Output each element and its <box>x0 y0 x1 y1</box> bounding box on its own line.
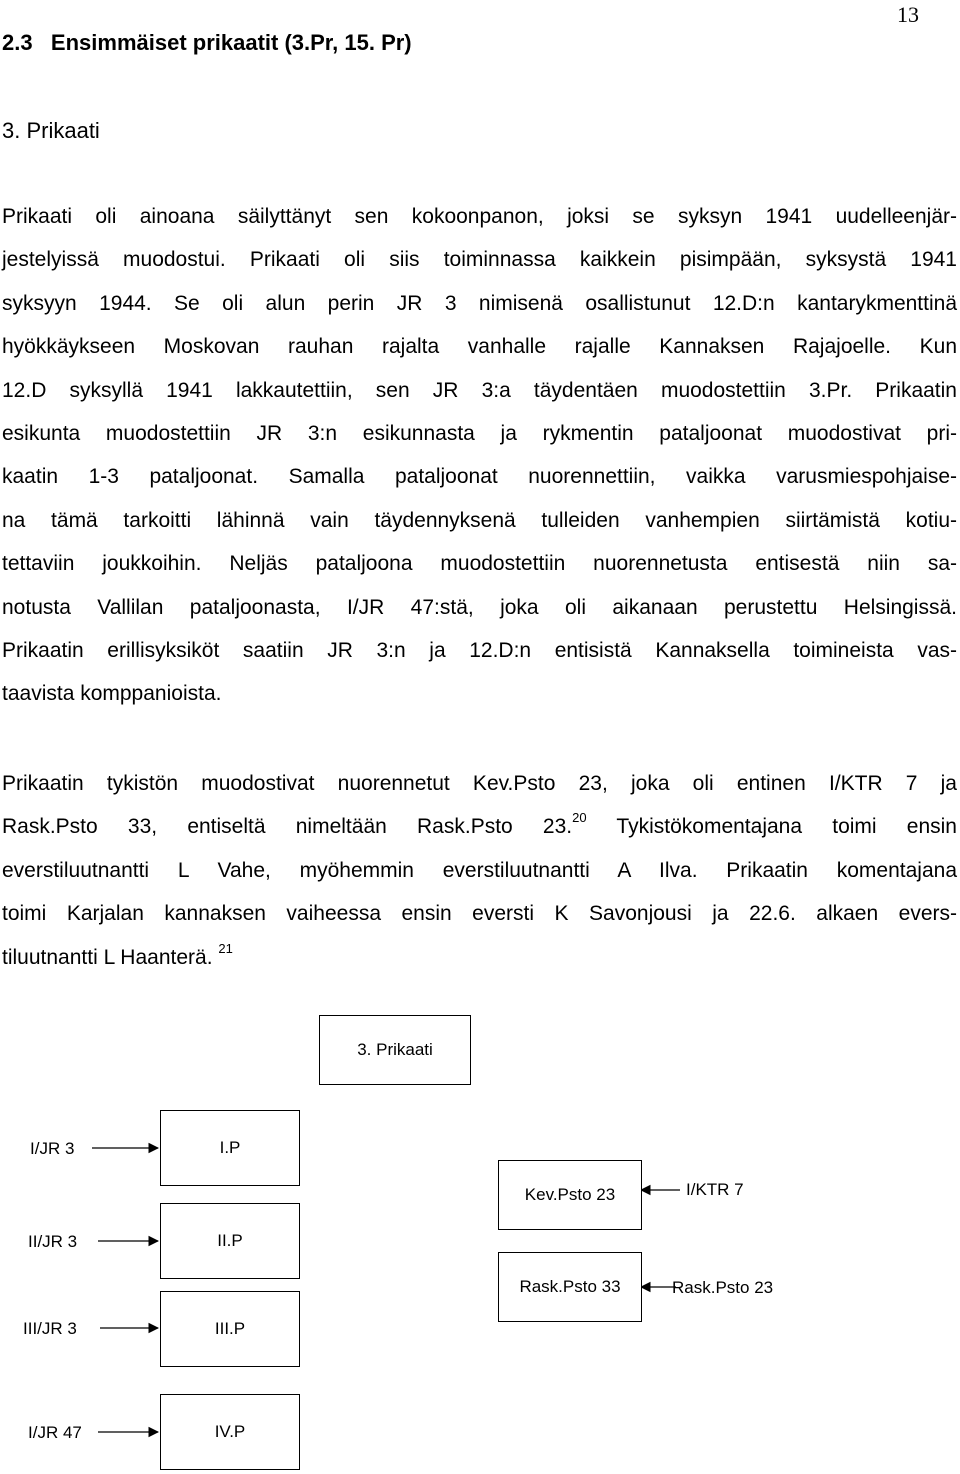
box-label: Kev.Psto 23 <box>524 1185 616 1204</box>
box-battalion-4 <box>160 1394 300 1470</box>
box-battalion-2 <box>160 1203 300 1279</box>
box-3-prikaati <box>319 1015 471 1085</box>
text-segment: tiluutnantti L Haanterä. <box>2 945 213 969</box>
box-battalion-3 <box>160 1291 300 1367</box>
text-line: Prikaatin tykistön muodostivat nuorennetut Kev.Psto 23, joka oli entinen I/KTR 7 ja <box>2 772 957 795</box>
text-segment: Rask.Psto 33, entiseltä nimeltään Rask.Psto 23. <box>2 815 573 839</box>
box-label: Rask.Psto 33 <box>519 1277 621 1296</box>
box-battalion-1 <box>160 1110 300 1186</box>
text-line: Prikaati oli ainoana säilyttänyt sen kokoonpanon, joksi se syksyn 1941 uudelleenjär- <box>2 205 957 228</box>
text-line: toimi Karjalan kannaksen vaiheessa ensin eversti K Savonjousi ja 22.6. alkaen evers- <box>2 902 957 926</box>
text-line: 12.D syksyllä 1941 lakkautettiin, sen JR 3:a täydentäen muodostettiin 3.Pr. Prikaatin <box>2 378 957 402</box>
text-line: kaatin 1-3 pataljoonat. Samalla pataljoonat nuorennettiin, vaikka varusmiespohjaise- <box>2 465 957 489</box>
text-line: tettaviin joukkoihin. Neljäs pataljoona muodostettiin nuorennetusta entisestä niin sa- <box>2 552 957 576</box>
source-label: I/JR 3 <box>30 1139 75 1158</box>
text-segment: Tykistökomentajana toimi ensin <box>586 815 957 839</box>
box-label: I.P <box>219 1138 241 1157</box>
source-label: I/JR 47 <box>28 1423 82 1442</box>
source-label: III/JR 3 <box>23 1319 77 1338</box>
text-line: Prikaatin erillisyksiköt saatiin JR 3:n ja 12.D:n entisistä Kannaksella toimineista vas- <box>2 638 957 662</box>
text-line: na tämä tarkoitti lähinnä vain täydennyksenä tulleiden vanhempien siirtämistä kotiu- <box>2 508 957 532</box>
box-label: II.P <box>217 1231 243 1250</box>
footnote-ref-20[interactable]: 20 <box>572 810 587 826</box>
text-line: esikunta muodostettiin JR 3:n esikunnasta ja rykmentin pataljoonat muodostivat pri- <box>2 421 957 445</box>
section-heading: 2.3 Ensimmäiset prikaatit (3.Pr, 15. Pr) <box>2 30 412 55</box>
box-label: 3. Prikaati <box>357 1040 433 1059</box>
subheading: 3. Prikaati <box>2 118 100 143</box>
page-number: 13 <box>897 2 919 27</box>
box-label: IV.P <box>214 1422 246 1441</box>
text-line: hyökkäykseen Moskovan rauhan rajalta vanhalle rajalle Kannaksen Rajajoelle. Kun <box>2 335 957 359</box>
text-line: everstiluutnantti L Vahe, myöhemmin everstiluutnantti A Ilva. Prikaatin komentajana <box>2 858 957 882</box>
artillery-source-label: Rask.Psto 23 <box>672 1278 774 1297</box>
text-line: notusta Vallilan pataljoonasta, I/JR 47:stä, joka oli aikanaan perustettu Helsingissä. <box>2 595 957 619</box>
text-line: jestelyissä muodostui. Prikaati oli siis toiminnassa kaikkein pisimpään, syksystä 1941 <box>2 248 957 272</box>
box-artillery-2 <box>498 1252 642 1322</box>
box-artillery-1 <box>498 1160 642 1230</box>
source-label: II/JR 3 <box>28 1232 78 1251</box>
footnote-ref-21[interactable]: 21 <box>218 940 233 956</box>
artillery-source-label: I/KTR 7 <box>686 1180 744 1199</box>
text-line: taavista komppanioista. <box>2 682 222 706</box>
box-label: III.P <box>214 1319 246 1338</box>
text-line: syksyyn 1944. Se oli alun perin JR 3 nimisenä osallistunut 12.D:n kantarykmenttinä <box>2 291 957 315</box>
